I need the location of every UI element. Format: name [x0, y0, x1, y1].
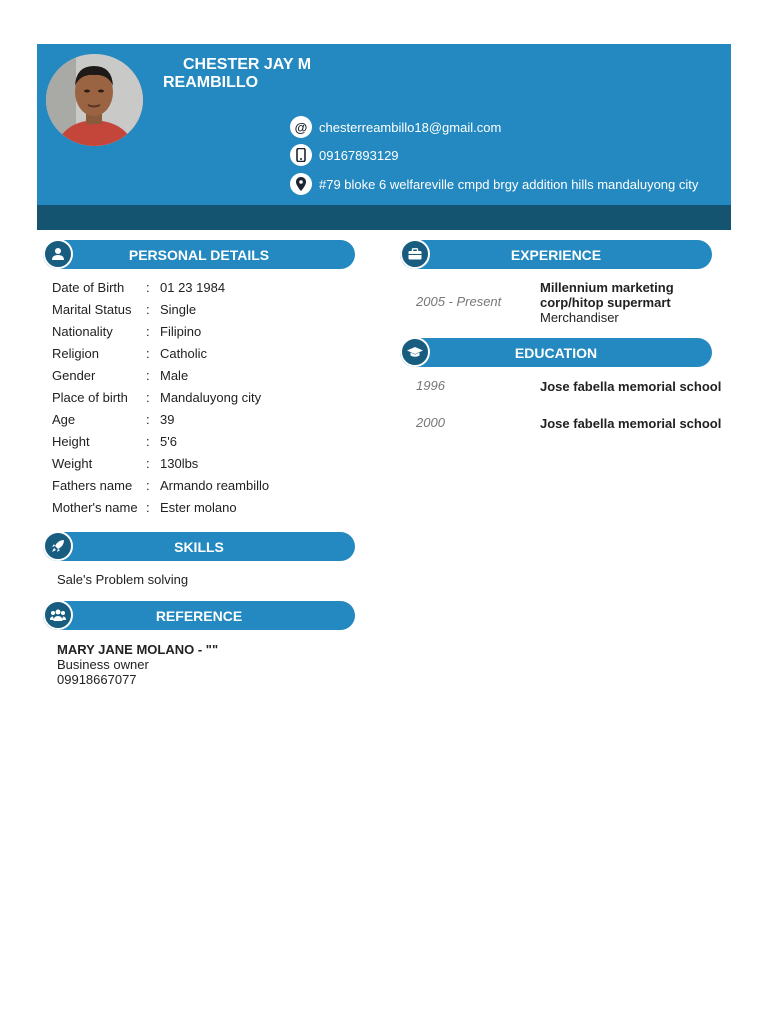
detail-label: Fathers name	[52, 478, 133, 493]
phone-text: 09167893129	[319, 147, 399, 163]
detail-value: Mandaluyong city	[160, 390, 262, 405]
detail-label: Mother's name	[52, 500, 138, 515]
detail-label: Place of birth	[52, 390, 128, 405]
detail-label: Nationality	[52, 324, 113, 339]
detail-value: Single	[160, 302, 197, 317]
detail-separator: :	[146, 390, 150, 405]
detail-separator: :	[146, 434, 150, 449]
skills-title: SKILLS	[174, 538, 224, 555]
address-text: #79 bloke 6 welfareville cmpd brgy addition hills mandaluyong city	[319, 176, 699, 192]
detail-value: Armando reambillo	[160, 478, 270, 493]
reference-title: REFERENCE	[155, 607, 243, 624]
experience-company-line-1: Millennium marketing	[540, 280, 674, 295]
person-icon	[43, 239, 73, 269]
profile-photo	[46, 54, 143, 146]
detail-separator: :	[146, 280, 150, 295]
phone-icon	[290, 144, 312, 166]
detail-label: Weight	[52, 456, 93, 471]
detail-label: Gender	[52, 368, 96, 383]
reference-role: Business owner	[57, 657, 149, 672]
detail-value: 130lbs	[160, 456, 199, 471]
detail-label: Age	[52, 412, 76, 427]
detail-value: 39	[160, 412, 175, 427]
at-icon: @	[290, 116, 312, 138]
candidate-name	[163, 56, 333, 92]
detail-label: Marital Status	[52, 302, 132, 317]
detail-value: Male	[160, 368, 189, 383]
education-title: EDUCATION	[514, 344, 598, 361]
education-school-1: Jose fabella memorial school	[540, 379, 722, 394]
detail-separator: :	[146, 456, 150, 471]
detail-separator: :	[146, 478, 150, 493]
education-school-2: Jose fabella memorial school	[540, 416, 722, 431]
detail-separator: :	[146, 412, 150, 427]
experience-title: EXPERIENCE	[510, 246, 602, 263]
header-strip	[37, 205, 731, 230]
detail-label: Date of Birth	[52, 280, 125, 295]
detail-value: Catholic	[160, 346, 207, 361]
personal-details-title: PERSONAL DETAILS	[128, 246, 270, 263]
detail-separator: :	[146, 500, 150, 515]
rocket-icon	[43, 531, 73, 561]
contact-email	[290, 116, 501, 138]
skills-heading	[43, 532, 355, 561]
experience-position: Merchandiser	[540, 310, 619, 325]
reference-heading	[43, 601, 355, 630]
skills-text: Sale's Problem solving	[57, 572, 189, 587]
graduation-cap-icon	[400, 337, 430, 367]
location-pin-icon	[290, 173, 312, 195]
briefcase-icon	[400, 239, 430, 269]
experience-date: 2005 - Present	[416, 294, 502, 309]
reference-phone: 09918667077	[57, 672, 137, 687]
education-heading	[400, 338, 712, 367]
detail-value: Filipino	[160, 324, 202, 339]
detail-value: 5'6	[160, 434, 177, 449]
detail-label: Religion	[52, 346, 99, 361]
detail-label: Height	[52, 434, 90, 449]
contact-phone	[290, 144, 399, 166]
reference-name: MARY JANE MOLANO - ""	[57, 642, 219, 657]
personal-details-heading	[43, 240, 355, 269]
name-line-2: REAMBILLO	[163, 74, 259, 91]
email-text: chesterreambillo18@gmail.com	[319, 119, 502, 135]
contact-address	[290, 173, 698, 195]
experience-company-line-2: corp/hitop supermart	[540, 295, 671, 310]
education-year-2: 2000	[416, 415, 445, 430]
people-icon	[43, 600, 73, 630]
detail-separator: :	[146, 346, 150, 361]
detail-separator: :	[146, 324, 150, 339]
detail-value: 01 23 1984	[160, 280, 226, 295]
experience-heading	[400, 240, 712, 269]
detail-value: Ester molano	[160, 500, 237, 515]
name-line-1: CHESTER JAY M	[183, 56, 312, 73]
detail-separator: :	[146, 368, 150, 383]
education-year-1: 1996	[416, 378, 445, 393]
detail-separator: :	[146, 302, 150, 317]
